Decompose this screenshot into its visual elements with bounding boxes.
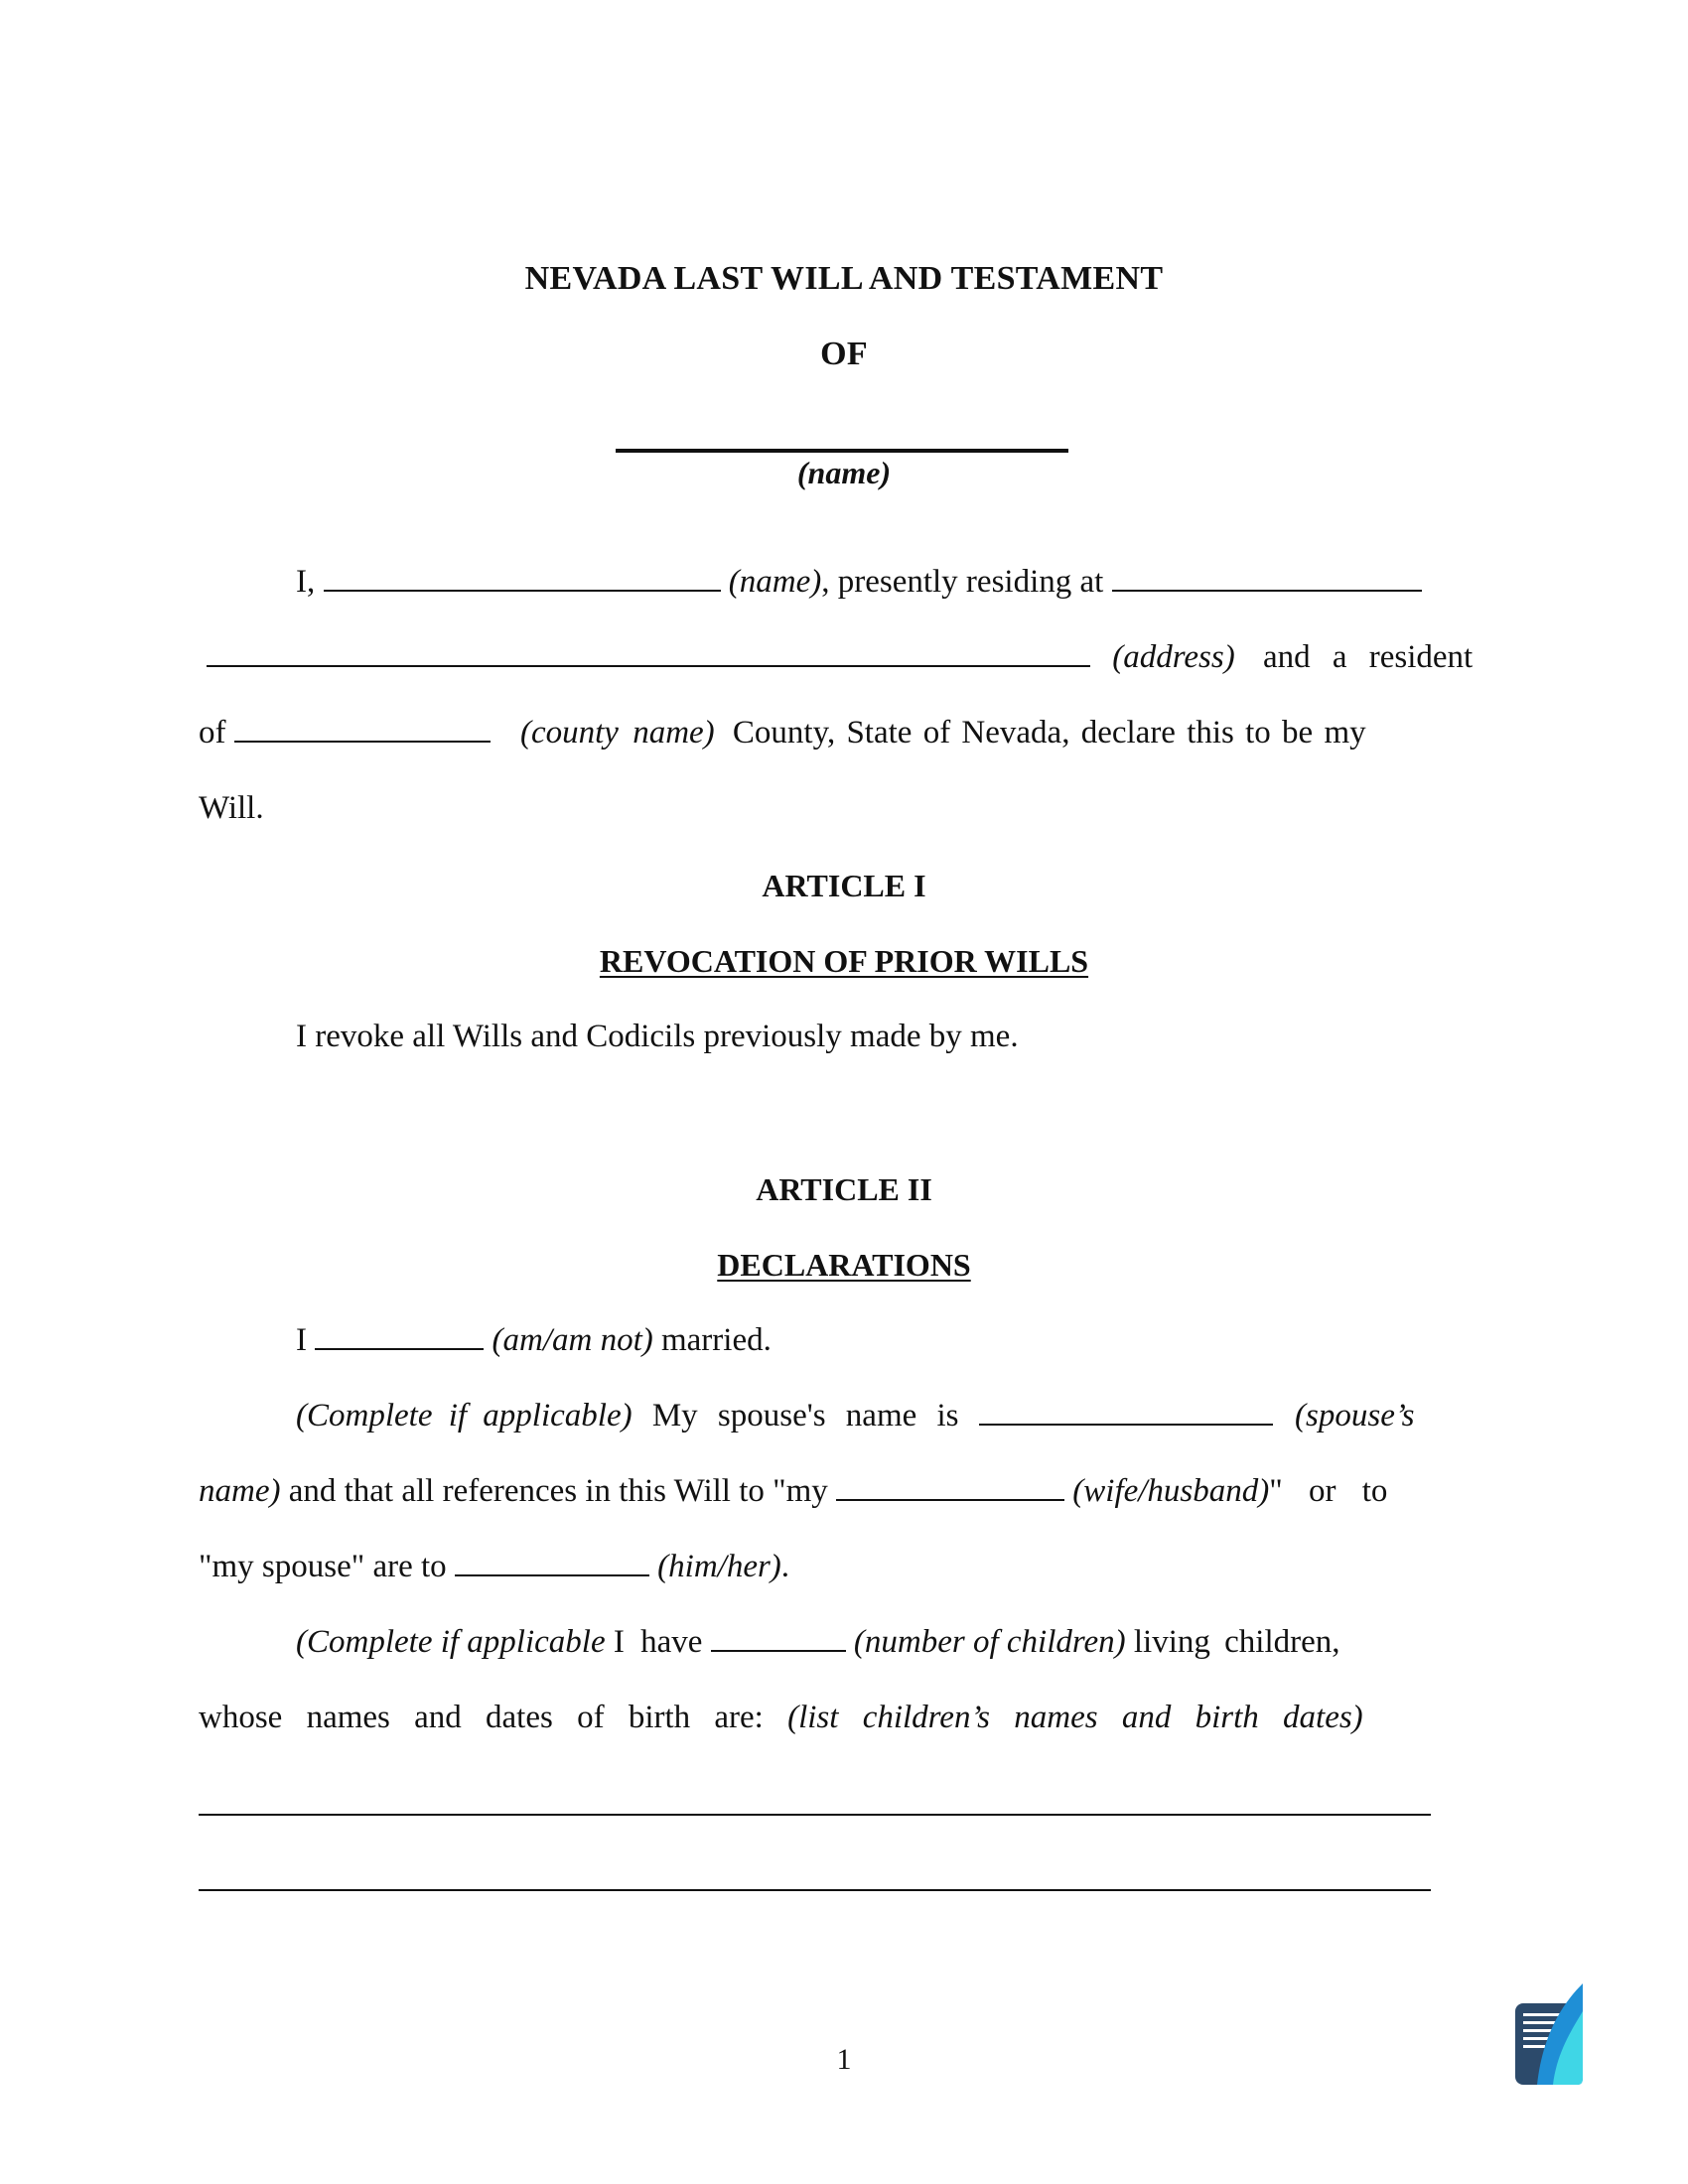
- i-have-text: I have: [613, 1624, 703, 1660]
- married-line: [296, 1322, 772, 1359]
- married-blank[interactable]: [315, 1347, 484, 1350]
- children-list-line-1[interactable]: [199, 1814, 1431, 1816]
- children-line-1: [296, 1624, 1340, 1661]
- spouse-applicable-hint: (Complete if applicable): [296, 1398, 633, 1433]
- spouse-line-2: [199, 1473, 1387, 1510]
- married-text: married.: [660, 1322, 772, 1358]
- wife-husband-hint: (wife/husband): [1072, 1473, 1270, 1509]
- title-of: OF: [820, 336, 868, 372]
- page-number: 1: [836, 2043, 852, 2076]
- and-a-resident-text: and a resident: [1262, 639, 1474, 675]
- him-her-blank[interactable]: [455, 1573, 649, 1576]
- article-1-number: ARTICLE I: [762, 868, 926, 903]
- spouse-name-blank[interactable]: [979, 1423, 1273, 1426]
- wife-husband-blank[interactable]: [836, 1498, 1064, 1501]
- spouse-name-hint: (spouse’s: [1295, 1398, 1415, 1433]
- name-caption: (name): [796, 455, 892, 490]
- children-line-2: [199, 1700, 1363, 1736]
- article-2-number: ARTICLE II: [756, 1171, 932, 1207]
- name-hint: (name): [728, 564, 822, 600]
- residing-text: , presently residing at: [821, 564, 1104, 600]
- intro-line-3: [199, 715, 1366, 751]
- spouse-name-hint-2: name): [199, 1473, 281, 1509]
- county-blank[interactable]: [234, 740, 491, 743]
- testator-name-blank[interactable]: [324, 589, 721, 592]
- children-count-hint: (number of children): [853, 1624, 1126, 1660]
- county-state-text: County, State of Nevada, declare this to be my: [732, 715, 1366, 751]
- address-hint: (address): [1112, 639, 1235, 675]
- intro-line-1: [296, 564, 1422, 601]
- my-spouse-text: "my spouse" are to: [199, 1549, 447, 1584]
- article-2-heading: DECLARATIONS: [717, 1247, 971, 1283]
- document-leaf-icon: [1513, 1981, 1585, 2087]
- references-text: and that all references in this Will to "my: [288, 1473, 828, 1509]
- spouse-line-1: [296, 1398, 1414, 1434]
- married-i: I: [296, 1322, 307, 1358]
- living-children-text: living children,: [1133, 1624, 1340, 1660]
- spouse-text: My spouse's name is: [651, 1398, 959, 1433]
- children-list-line-2[interactable]: [199, 1889, 1431, 1891]
- residence-blank-1[interactable]: [1112, 589, 1422, 592]
- intro-line-2: [207, 639, 1473, 676]
- names-dates-text: whose names and dates of birth are:: [199, 1700, 764, 1735]
- or-to-text: " or to: [1269, 1473, 1388, 1509]
- name-signature-line[interactable]: [616, 449, 1068, 453]
- address-blank[interactable]: [207, 664, 1090, 667]
- children-count-blank[interactable]: [711, 1649, 846, 1652]
- article-1-heading: REVOCATION OF PRIOR WILLS: [599, 943, 1089, 979]
- children-list-hint: (list children’s names and birth dates): [787, 1700, 1363, 1735]
- children-applicable-hint: (Complete if applicable: [296, 1624, 606, 1660]
- document-title: NEVADA LAST WILL AND TESTAMENT: [524, 260, 1164, 297]
- county-hint: (county name): [520, 715, 715, 751]
- intro-i: I,: [296, 564, 316, 600]
- of-text: of: [199, 715, 226, 751]
- article-1-text: I revoke all Wills and Codicils previously made by me.: [296, 1019, 1019, 1054]
- him-her-hint: (him/her): [657, 1549, 781, 1584]
- period-text: .: [780, 1549, 790, 1584]
- spouse-line-3: [199, 1549, 789, 1585]
- married-hint: (am/am not): [492, 1322, 653, 1358]
- will-text: Will.: [199, 790, 264, 826]
